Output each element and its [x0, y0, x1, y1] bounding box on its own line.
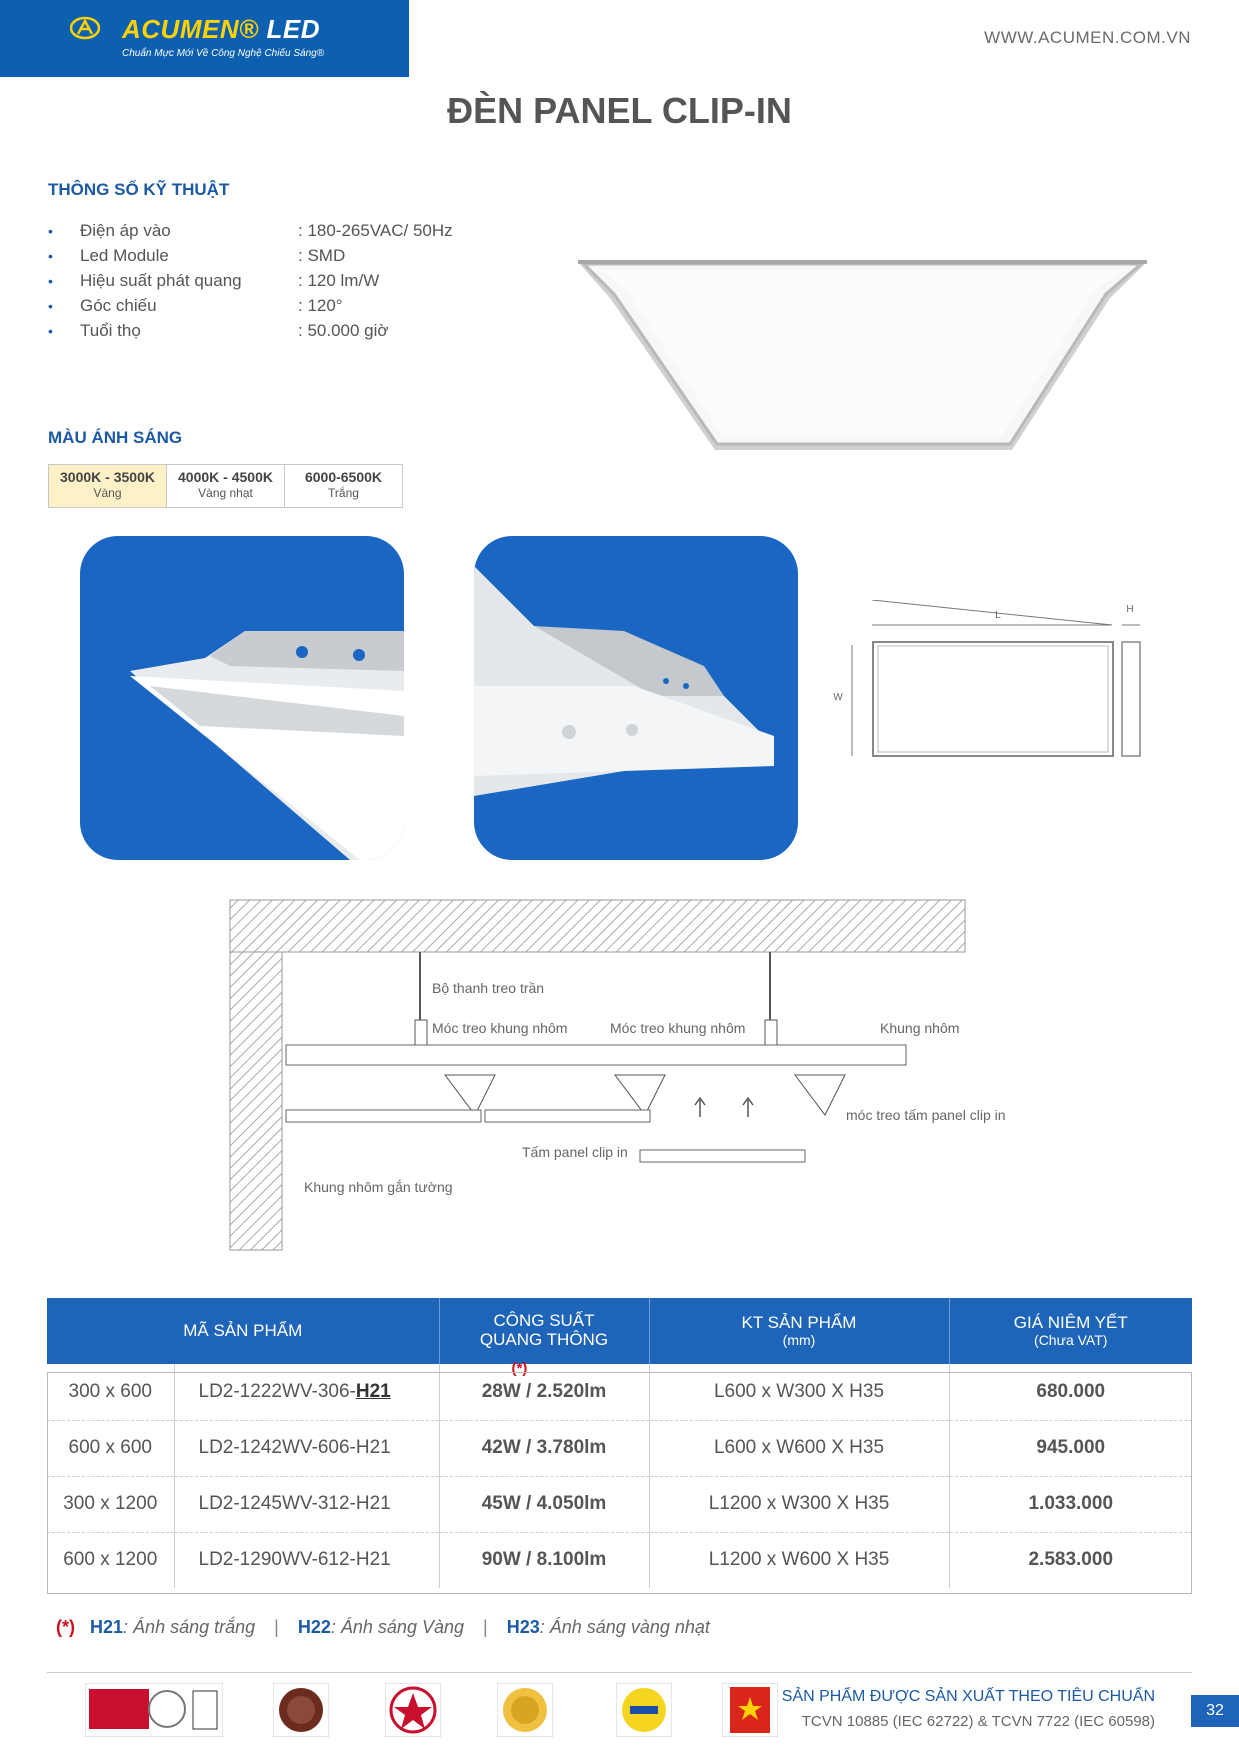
installation-diagram — [220, 895, 1020, 1260]
column-header-power: CÔNG SUẤT QUANG THÔNG — [439, 1298, 649, 1364]
spec-item: • Điện áp vào : 180-265VAC/ 50Hz — [48, 220, 453, 240]
table-row: 300 x 600 LD2-1222WV-306-H21 (*) 28W / 2.520lm L600 x W300 X H35 680.000 — [47, 1364, 1192, 1420]
footnote: (*) H21: Ánh sáng trắng | H22: Ánh sáng Vàng | H23: Ánh sáng vàng nhạt — [56, 1617, 710, 1637]
spec-item: • Tuổi thọ : 50.000 giờ — [48, 320, 389, 340]
brand-header — [0, 0, 409, 77]
column-header-code: MÃ SẢN PHẨM — [47, 1298, 439, 1364]
table-row: 600 x 1200 LD2-1290WV-612-H21 90W / 8.100lm L1200 x W600 X H35 2.583.000 — [47, 1532, 1192, 1588]
diagram-label-wall-frame: Khung nhôm gắn tường — [304, 1179, 453, 1195]
column-header-dimensions: KT SẢN PHẨM (mm) — [649, 1298, 949, 1364]
brand-name: ACUMEN® LED — [122, 14, 320, 44]
star-award-icon — [385, 1683, 441, 1737]
dimension-drawing — [830, 600, 1150, 770]
table-row: 600 x 600 LD2-1242WV-606-H21 42W / 3.780lm L600 x W600 X H35 945.000 — [47, 1420, 1192, 1476]
detail-photo-clip — [474, 536, 798, 860]
diagram-label-aluminum-frame: Khung nhôm — [880, 1020, 960, 1036]
brand-tagline: Chuẩn Mực Mới Về Công Nghệ Chiếu Sáng® — [122, 48, 325, 59]
color-option-warm: 3000K - 3500K Vàng — [49, 465, 167, 507]
diagram-label-panel-hook: móc treo tấm panel clip in — [846, 1107, 1006, 1123]
color-option-cool: 6000-6500K Trắng — [304, 469, 383, 500]
spec-item: • Led Module : SMD — [48, 245, 346, 265]
diagram-label-ceiling-rod: Bộ thanh treo trần — [432, 980, 545, 996]
height-label: H — [1126, 604, 1134, 615]
standard-statement: SẢN PHẨM ĐƯỢC SẢN XUẤT THEO TIÊU CHUẨN — [781, 1688, 1155, 1705]
wellknown-award-icon — [616, 1683, 672, 1737]
table-row: 300 x 1200 LD2-1245WV-312-H21 45W / 4.050lm L1200 x W300 X H35 1.033.000 — [47, 1476, 1192, 1532]
footnote-mark: (*) — [511, 1360, 528, 1377]
panel-product-image — [570, 250, 1155, 460]
price-table — [47, 1298, 1192, 1588]
standard-codes: TCVN 10885 (IEC 62722) & TCVN 7722 (IEC 60598) — [801, 1713, 1155, 1730]
quality-award-icon — [497, 1683, 553, 1737]
spec-item: • Góc chiếu : 120° — [48, 295, 343, 315]
vietnam-award-icon — [722, 1683, 778, 1737]
acumen-logo-icon — [70, 16, 100, 40]
diagram-label-frame-hook-1: Móc treo khung nhôm — [432, 1020, 568, 1036]
color-option-neutral: 4000K - 4500K Vàng nhạt — [167, 465, 285, 507]
website-url[interactable]: WWW.ACUMEN.COM.VN — [984, 28, 1191, 47]
specs-list — [48, 218, 508, 343]
table-header-row — [47, 1298, 1192, 1364]
page-number: 32 — [1191, 1695, 1239, 1727]
detail-photo-corner — [80, 536, 404, 860]
specs-heading: THÔNG SỐ KỸ THUẬT — [48, 180, 230, 199]
column-header-price: GIÁ NIÊM YẾT (Chưa VAT) — [949, 1298, 1192, 1364]
light-color-table — [48, 464, 403, 508]
iso-certificate-icon — [85, 1683, 223, 1737]
diagram-label-frame-hook-2: Móc treo khung nhôm — [610, 1020, 746, 1036]
page-title: ĐÈN PANEL CLIP-IN — [447, 90, 792, 131]
spec-item: • Hiệu suất phát quang : 120 lm/W — [48, 270, 380, 290]
gold-award-icon — [273, 1683, 329, 1737]
width-label: W — [833, 692, 843, 703]
length-label: L — [995, 610, 1001, 621]
diagram-label-panel: Tấm panel clip in — [522, 1144, 628, 1160]
footer-divider — [47, 1672, 1192, 1673]
light-color-heading: MÀU ÁNH SÁNG — [48, 428, 183, 447]
